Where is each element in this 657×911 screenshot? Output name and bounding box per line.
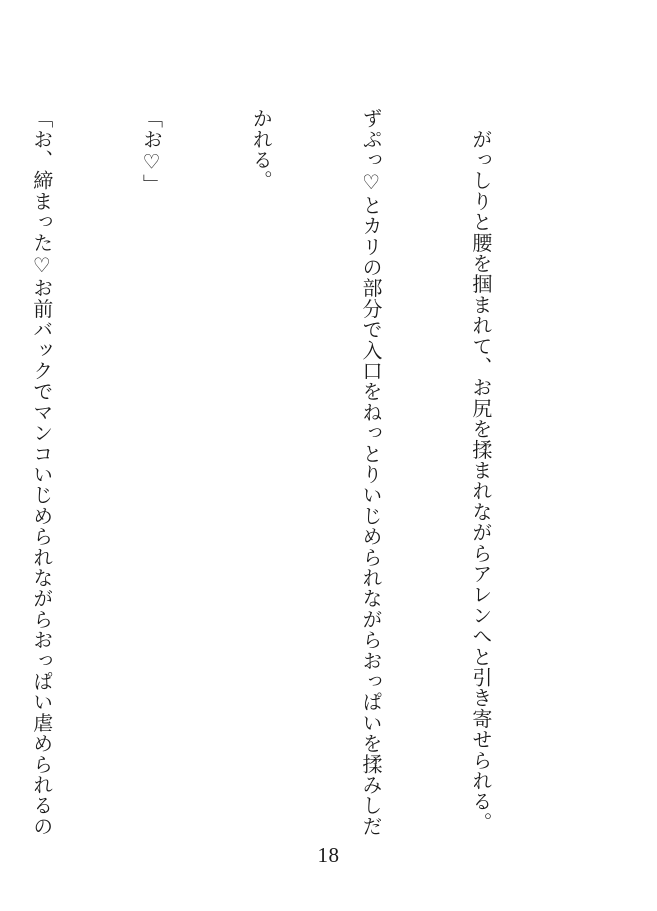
page-number: 18 (317, 843, 340, 867)
vertical-body-text (0, 108, 572, 837)
text-line: ずぷっ♡とカリの部分で入口をねっとりいじめられながらおっぱいを揉みしだ (359, 108, 384, 837)
text-line: 「お、締まった♡お前バックでマンコいじめられながらおっぱい虐められるの (29, 108, 54, 837)
text-line: かれる。 (249, 108, 274, 191)
text-line: がっしりと腰を掴まれて、お尻を揉まれながらアレンへと引き寄せられる。 (468, 108, 493, 833)
text-line: 「お♡」 (139, 108, 164, 195)
